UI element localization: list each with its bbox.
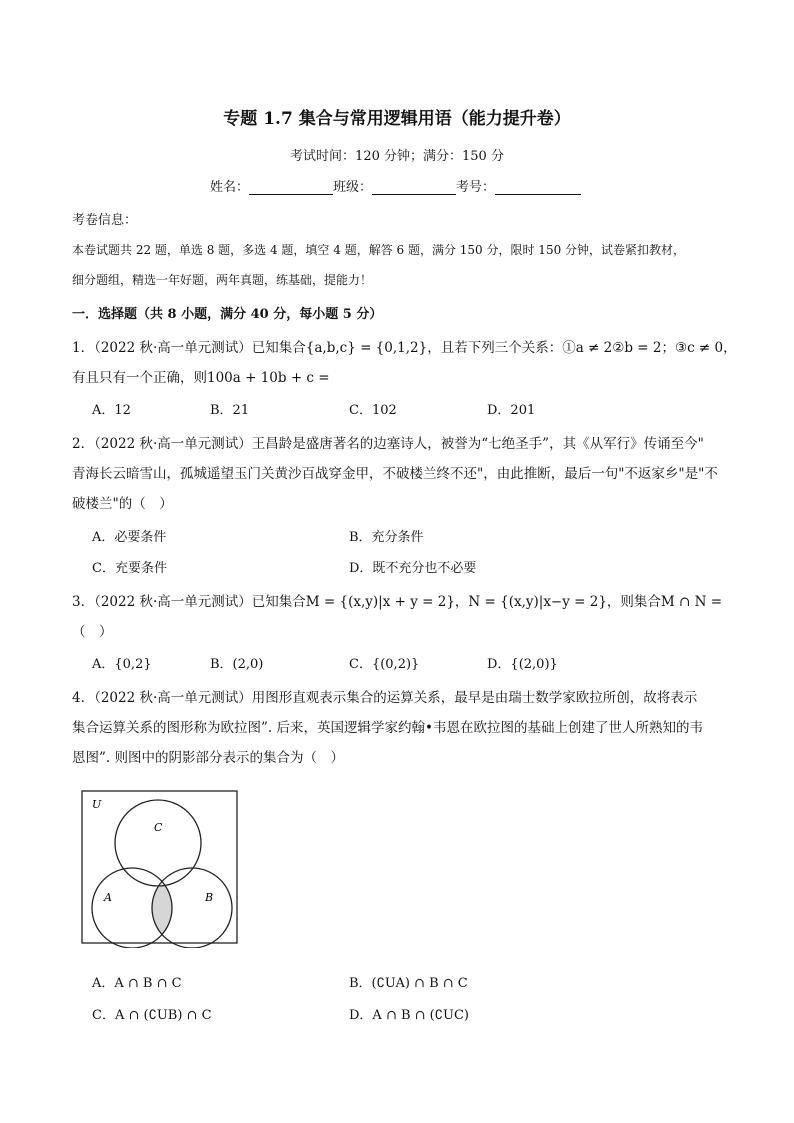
info-line-2: 细分题组，精选一年好题，两年真题，练基础，提能力！	[72, 273, 373, 287]
q4-line-3: 恩图”. 则图中的阴影部分表示的集合为（ ）	[72, 750, 344, 766]
student-info-row	[210, 176, 581, 195]
q1-option-d[interactable]: D．201	[487, 403, 536, 418]
q2-option-b[interactable]: B．充分条件	[349, 530, 424, 545]
id-label: 考号：	[456, 180, 496, 195]
q1-line-1: 1．（2022 秋·高一单元测试）已知集合{a,b,c} = {0,1,2}，且若下列三个关系：①a ≠ 2②b = 2；③c ≠ 0，	[72, 340, 737, 356]
label-u: U	[92, 798, 102, 811]
name-field[interactable]	[249, 180, 333, 195]
q3-line-2: （ ）	[72, 624, 113, 640]
q4-option-b[interactable]: B．(∁UA) ∩ B ∩ C	[349, 976, 468, 991]
q3-option-d[interactable]: D．{(2,0)}	[487, 657, 558, 672]
id-field[interactable]	[495, 180, 581, 195]
q2-line-3: 破楼兰"的（ ）	[72, 496, 173, 512]
q1-option-a[interactable]: A．12	[92, 403, 131, 418]
class-label: 班级：	[333, 180, 373, 195]
label-a: A	[104, 891, 112, 904]
q2-option-c[interactable]: C．充要条件	[92, 561, 167, 576]
exam-info: 考试时间：120 分钟；满分：150 分	[290, 149, 504, 164]
q1-option-b[interactable]: B．21	[210, 403, 250, 418]
venn-diagram	[80, 788, 240, 948]
q4-line-1: 4．（2022 秋·高一单元测试）用图形直观表示集合的运算关系，最早是由瑞士数学家欧拉所创，故将表示	[72, 690, 698, 706]
q1-option-c[interactable]: C．102	[349, 403, 397, 418]
label-c: C	[154, 821, 163, 834]
q3-option-c[interactable]: C．{(0,2)}	[349, 657, 420, 672]
q4-line-2: 集合运算关系的图形称为欧拉图”. 后来，英国逻辑学家约翰•韦恩在欧拉图的基础上创建了世人所熟知的韦	[72, 720, 703, 736]
q1-line-2: 有且只有一个正确，则100a + 10b + c =	[72, 370, 330, 386]
q4-option-c[interactable]: C．A ∩ (∁UB) ∩ C	[92, 1008, 212, 1023]
q2-line-1: 2．（2022 秋·高一单元测试）王昌龄是盛唐著名的边塞诗人，被誉为“七绝圣手”，其《从军行》传诵至今"	[72, 436, 704, 452]
label-b: B	[205, 891, 214, 904]
shaded-region	[80, 788, 240, 948]
name-label: 姓名：	[210, 180, 250, 195]
q3-line-1: 3．（2022 秋·高一单元测试）已知集合M = {(x,y)|x + y = 2}，N = {(x,y)|x−y = 2}，则集合M ∩ N =	[72, 594, 723, 610]
info-line-1: 本卷试题共 22 题，单选 8 题，多选 4 题，填空 4 题，解答 6 题，满分 150 分，限时 150 分钟，试卷紧扣教材，	[72, 243, 686, 257]
q3-option-a[interactable]: A．{0,2}	[92, 657, 152, 672]
section-heading: 一．选择题（共 8 小题，满分 40 分，每小题 5 分）	[72, 307, 383, 322]
q4-option-d[interactable]: D．A ∩ B ∩ (∁UC)	[349, 1008, 469, 1023]
q2-option-d[interactable]: D．既不充分也不必要	[349, 561, 477, 576]
q2-option-a[interactable]: A．必要条件	[92, 530, 167, 545]
page-title: 专题 1.7 集合与常用逻辑用语（能力提升卷）	[223, 109, 571, 129]
q3-option-b[interactable]: B．(2,0)	[210, 657, 264, 672]
circle-c	[115, 800, 201, 886]
info-heading: 考卷信息：	[72, 213, 138, 228]
class-field[interactable]	[372, 180, 456, 195]
q2-line-2: 青海长云暗雪山，孤城遥望玉门关黄沙百战穿金甲，不破楼兰终不还"，由此推断，最后一句"不返家乡"是"不	[72, 466, 718, 482]
q4-option-a[interactable]: A．A ∩ B ∩ C	[92, 976, 182, 991]
